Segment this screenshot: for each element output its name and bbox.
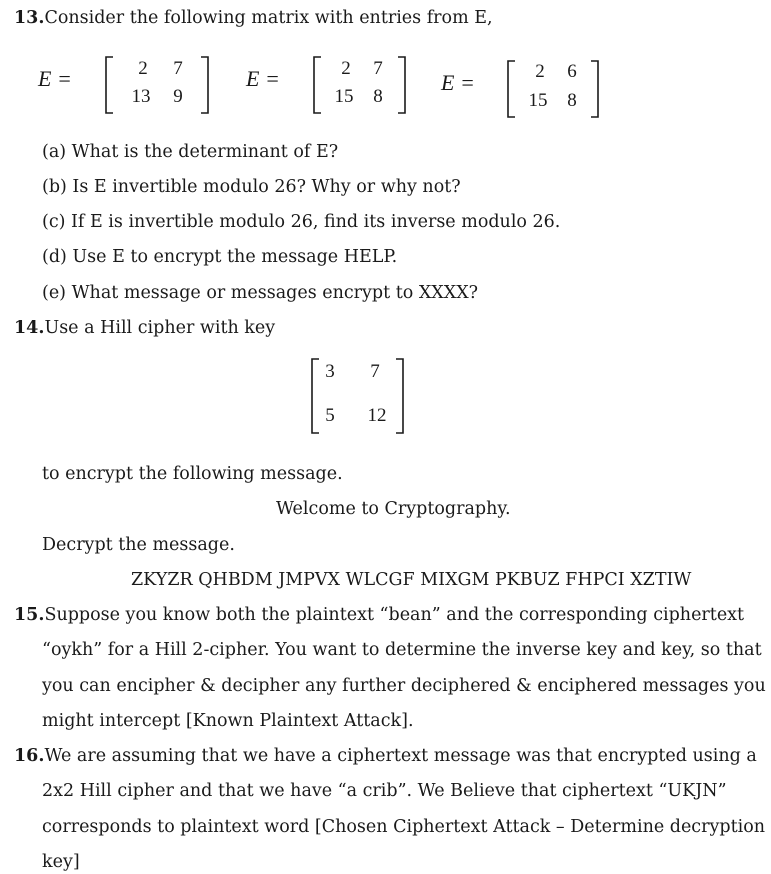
matrix-cell: 15 xyxy=(334,86,354,107)
question-number: 16. xyxy=(14,746,45,766)
question-16-line-4: key] xyxy=(42,852,80,872)
question-13-part-a: (a) What is the determinant of E? xyxy=(42,142,339,162)
ciphertext-message: ZKYZR QHBDM JMPVX WLCGF MIXGM PKBUZ FHPCI XZTIW xyxy=(131,570,692,590)
matrix-cell: 8 xyxy=(373,86,383,107)
decrypt-instruction: Decrypt the message. xyxy=(42,535,235,555)
matrix-cell: 7 xyxy=(373,58,383,79)
matrix-cell: 2 xyxy=(341,58,351,79)
question-text: Suppose you know both the plaintext “bean” and the corresponding ciphertext xyxy=(44,605,745,625)
question-13-part-c: (c) If E is invertible modulo 26, find its inverse modulo 26. xyxy=(42,212,561,232)
matrix-cell: 5 xyxy=(325,405,335,426)
left-bracket xyxy=(505,60,517,118)
question-13-part-d: (d) Use E to encrypt the message HELP. xyxy=(42,247,398,267)
question-number: 14. xyxy=(14,318,45,338)
right-bracket xyxy=(589,60,601,118)
question-13-part-e: (e) What message or messages encrypt to XXXX? xyxy=(42,283,479,303)
matrix-cell: 9 xyxy=(173,86,183,107)
matrix-label: E = xyxy=(441,70,475,95)
question-15-line-4: might intercept [Known Plaintext Attack]. xyxy=(42,711,414,731)
matrix-cell: 15 xyxy=(528,90,548,111)
matrix-label: E = xyxy=(38,66,72,91)
matrix-label: E = xyxy=(246,66,280,91)
question-13-heading xyxy=(14,6,493,30)
question-16-line-1 xyxy=(14,744,757,768)
question-15-line-3: you can encipher & decipher any further deciphered & enciphered messages you xyxy=(42,676,766,696)
question-text: Consider the following matrix with entries from E, xyxy=(44,8,493,28)
question-15-line-2: “oykh” for a Hill 2-cipher. You want to determine the inverse key and key, so that xyxy=(42,640,762,660)
right-bracket xyxy=(396,56,408,114)
matrix-cell: 8 xyxy=(567,90,577,111)
right-bracket xyxy=(199,56,211,114)
matrix-cell: 6 xyxy=(567,61,577,82)
question-15-line-1 xyxy=(14,603,744,627)
left-bracket xyxy=(103,56,115,114)
left-bracket xyxy=(311,56,323,114)
question-number: 13. xyxy=(14,8,45,28)
question-16-line-3: corresponds to plaintext word [Chosen Ciphertext Attack – Determine decryption xyxy=(42,817,766,837)
question-16-line-2: 2x2 Hill cipher and that we have “a crib”. We Believe that ciphertext “UKJN” xyxy=(42,781,727,801)
matrix-cell: 13 xyxy=(131,86,151,107)
matrix-cell: 12 xyxy=(367,405,387,426)
question-text: We are assuming that we have a ciphertext message was that encrypted using a xyxy=(44,746,757,766)
question-text: Use a Hill cipher with key xyxy=(44,318,276,338)
plaintext-message: Welcome to Cryptography. xyxy=(276,499,511,519)
right-bracket xyxy=(394,358,406,434)
matrix-cell: 3 xyxy=(325,361,335,382)
question-13-part-b: (b) Is E invertible modulo 26? Why or why not? xyxy=(42,177,461,197)
matrix-cell: 2 xyxy=(535,61,545,82)
question-number: 15. xyxy=(14,605,45,625)
matrix-cell: 7 xyxy=(370,361,380,382)
matrix-cell: 7 xyxy=(173,58,183,79)
question-14-heading xyxy=(14,316,275,340)
encrypt-instruction: to encrypt the following message. xyxy=(42,464,343,484)
matrix-cell: 2 xyxy=(138,58,148,79)
